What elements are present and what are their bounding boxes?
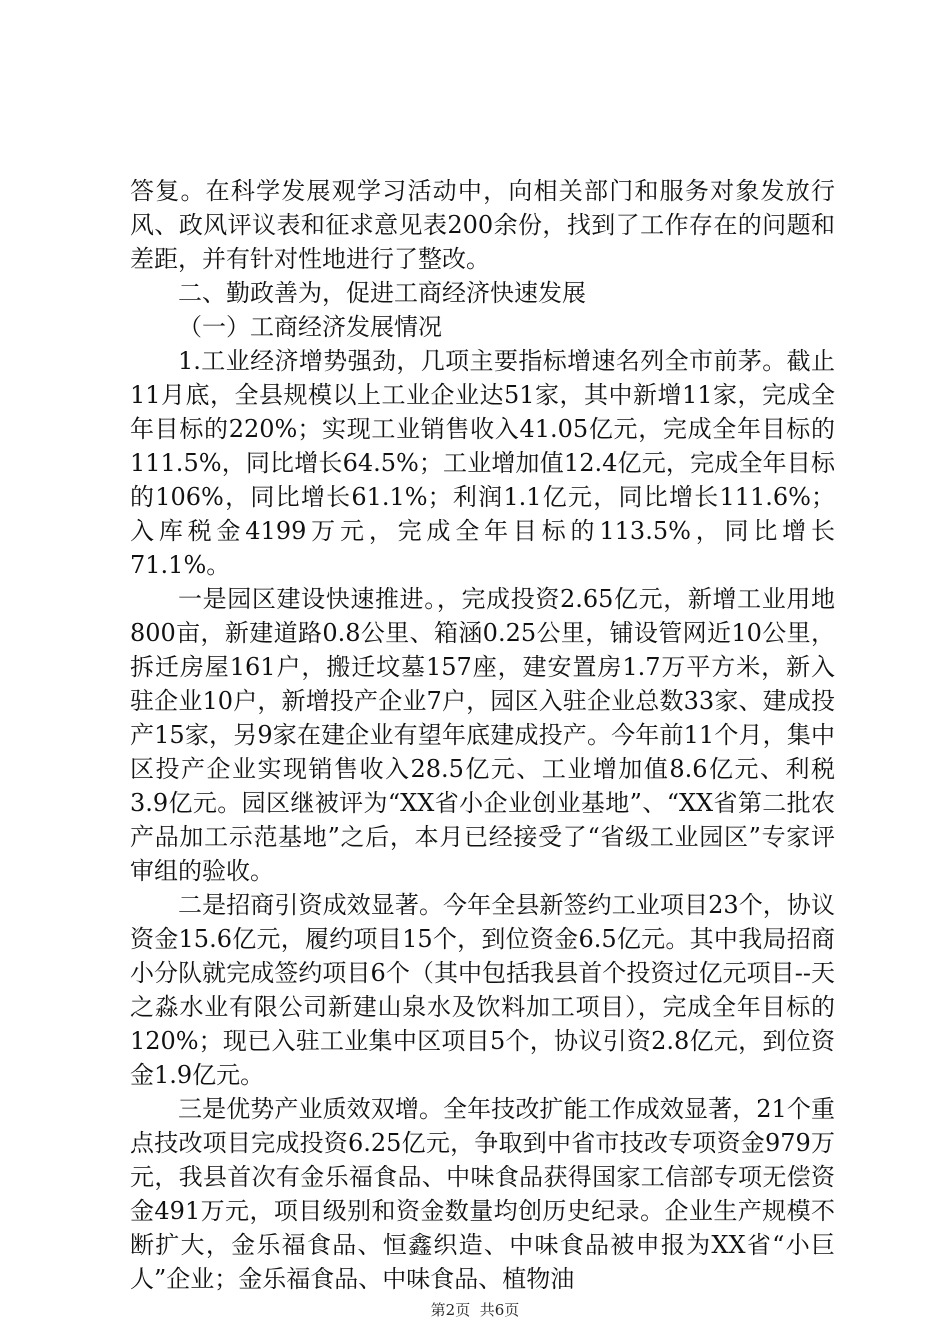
page-footer [0,1300,950,1320]
paragraph-industrial-economy: 1.工业经济增势强劲，几项主要指标增速名列全市前茅。截止11月底，全县规模以上工业企业达51家，其中新增11家，完成全年目标的220%；实现工业销售收入41.05亿元，完成全年目标的111.5%，同比增长64.5%；工业增加值12.4亿元，完成全年目标的106%，同比增长61.1%；利润1.1亿元，同比增长111.6%；入库税金4199万元，完成全年目标的113.5%，同比增长71.1%。 [130,347,835,579]
paragraph-park-construction: 一是园区建设快速推进。，完成投资2.65亿元，新增工业用地800亩，新建道路0.8公里、箱涵0.25公里，铺设管网近10公里，拆迁房屋161户，搬迁坟墓157座，建安置房1.7万平方米，新入驻企业10户，新增投产企业7户，园区入驻企业总数33家、建成投产15家，另9家在建企业有望年底建成投产。今年前11个月，集中区投产企业实现销售收入28.5亿元、工业增加值8.6亿元、利税3.9亿元。园区继被评为“XX省小企业创业基地”、“XX省第二批农产品加工示范基地”之后，本月已经接受了“省级工业园区”专家评审组的验收。 [130,585,835,885]
paragraph-advantage-industries: 三是优势产业质效双增。全年技改扩能工作成效显著，21个重点技改项目完成投资6.25亿元，争取到中省市技改专项资金979万元，我县首次有金乐福食品、中味食品获得国家工信部专项无偿资金491万元，项目级别和资金数量均创历史纪录。企业生产规模不断扩大，金乐福食品、恒鑫织造、中味食品被申报为XX省“小巨人”企业；金乐福食品、中味食品、植物油 [130,1095,835,1293]
paragraph-investment-attraction: 二是招商引资成效显著。今年全县新签约工业项目23个，协议资金15.6亿元，履约项目15个，到位资金6.5亿元。其中我局招商小分队就完成签约项目6个（其中包括我县首个投资过亿元项目--天之淼水业有限公司新建山泉水及饮料加工项目），完成全年目标的120%；现已入驻工业集中区项目5个，协议引资2.8亿元，到位资金1.9亿元。 [130,891,835,1089]
paragraph-continuation: 答复。在科学发展观学习活动中，向相关部门和服务对象发放行风、政风评议表和征求意见表200余份，找到了工作存在的问题和差距，并有针对性地进行了整改。 [130,177,835,273]
page-number: 第2页 [430,1301,471,1319]
section-heading: 二、勤政善为，促进工商经济快速发展 [178,279,586,307]
subsection-heading: （一）工商经济发展情况 [178,313,442,341]
document-body [130,174,835,1296]
page-total: 共6页 [479,1301,520,1319]
